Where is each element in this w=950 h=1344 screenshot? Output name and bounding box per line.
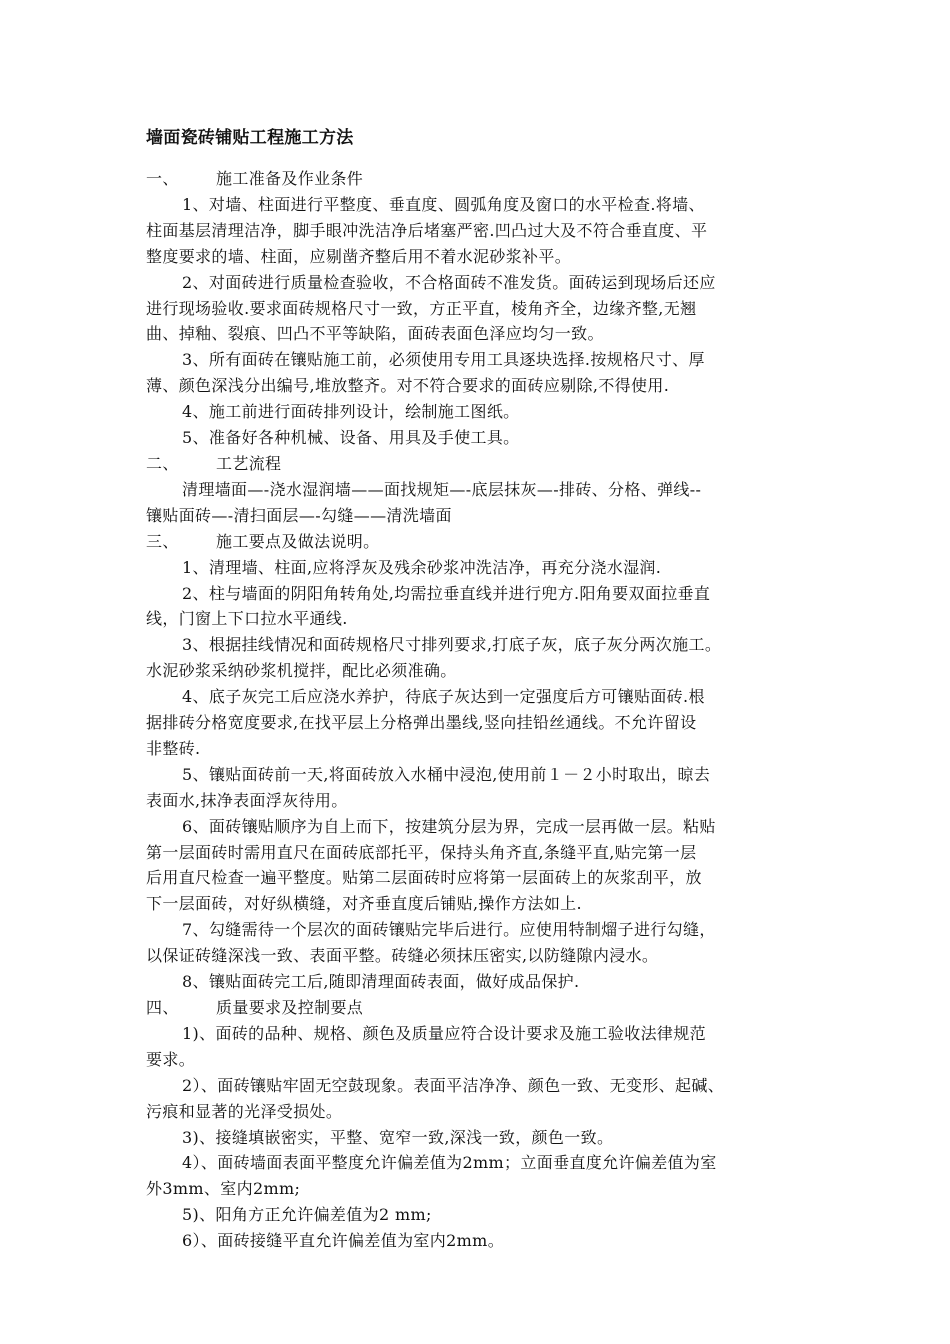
paragraph-first-line: 5、准备好各种机械、设备、用具及手使工具。: [182, 428, 520, 448]
paragraph-line: 镶贴面砖—-清扫面层—-勾缝——清洗墙面: [146, 505, 452, 525]
paragraph-line: 柱面基层清理洁净，脚手眼冲洗洁净后堵塞严密.凹凸过大及不符合垂直度、平: [146, 220, 708, 240]
section-number: 三、: [146, 531, 179, 551]
paragraph-first-line: 5)、阳角方正允许偏差值为2 mm;: [182, 1205, 432, 1225]
section-heading-text: 工艺流程: [216, 453, 282, 473]
paragraph-line: 第一层面砖时需用直尺在面砖底部托平，保持头角齐直,条缝平直,贴完第一层: [146, 842, 697, 862]
paragraph-first-line: 3)、接缝填嵌密实，平整、宽窄一致,深浅一致，颜色一致。: [182, 1127, 614, 1147]
paragraph-first-line: 清理墙面—-浇水湿润墙——面找规矩—-底层抹灰—-排砖、分格、弹线--: [182, 479, 702, 499]
paragraph-line: 薄、颜色深浅分出编号,堆放整齐。对不符合要求的面砖应剔除,不得使用.: [146, 376, 670, 396]
paragraph-first-line: 2、对面砖进行质量检查验收，不合格面砖不准发货。面砖运到现场后还应: [182, 272, 716, 292]
section-heading-text: 施工准备及作业条件: [216, 169, 364, 188]
paragraph-line: 下一层面砖，对好纵横缝，对齐垂直度后铺贴,操作方法如上.: [146, 894, 582, 914]
section-heading: [146, 995, 811, 1021]
section-heading: [146, 529, 811, 555]
section-number: 二、: [146, 453, 179, 473]
paragraph-first-line: 4、施工前进行面砖排列设计，绘制施工图纸。: [182, 402, 520, 422]
paragraph-line: 以保证砖缝深浅一致、表面平整。砖缝必须抹压密实,以防缝隙内浸水。: [146, 946, 659, 966]
document-body: [146, 166, 811, 1254]
paragraph-line: 曲、掉釉、裂痕、凹凸不平等缺陷，面砖表面色泽应均匀一致。: [146, 324, 604, 344]
paragraph-first-line: 4、底子灰完工后应浇水养护，待底子灰达到一定强度后方可镶贴面砖.根: [182, 687, 705, 707]
paragraph-line: 外3mm、室内2mm;: [146, 1179, 301, 1199]
paragraph-line: 后用直尺检查一遍平整度。贴第二层面砖时应将第一层面砖上的灰浆刮平，放: [146, 868, 702, 888]
paragraph-first-line: 5、镶贴面砖前一天,将面砖放入水桶中浸泡,使用前１－２小时取出，晾去: [182, 764, 711, 784]
section-number: 四、: [146, 998, 179, 1017]
section-heading-text: 质量要求及控制要点: [216, 998, 364, 1017]
paragraph-first-line: 4）、面砖墙面表面平整度允许偏差值为2mm；立面垂直度允许偏差值为室: [182, 1153, 717, 1173]
paragraph-line: 表面水,抹净表面浮灰待用。: [146, 790, 348, 810]
paragraph-first-line: 2）、面砖镶贴牢固无空鼓现象。表面平洁净净、颜色一致、无变形、起碱、: [182, 1075, 725, 1095]
paragraph-line: 要求。: [146, 1049, 196, 1069]
paragraph-first-line: 3、根据挂线情况和面砖规格尺寸排列要求,打底子灰，底子灰分两次施工。: [182, 635, 722, 655]
paragraph-first-line: 1)、面砖的品种、规格、颜色及质量应符合设计要求及施工验收法律规范: [182, 1023, 706, 1043]
paragraph-line: 污痕和显著的光泽受损处。: [146, 1101, 343, 1121]
paragraph-first-line: 1、清理墙、柱面,应将浮灰及残余砂浆冲洗洁净，再充分浇水湿润.: [182, 557, 662, 577]
paragraph-first-line: 3、所有面砖在镶贴施工前，必须使用专用工具逐块选择.按规格尺寸、厚: [182, 350, 705, 370]
section-heading: [146, 166, 811, 192]
section-number: 一、: [146, 169, 179, 188]
paragraph-line: 进行现场验收.要求面砖规格尺寸一致，方正平直，棱角齐全，边缘齐整,无翘: [146, 298, 697, 318]
paragraph-line: 非整砖.: [146, 738, 201, 758]
paragraph-first-line: 6、面砖镶贴顺序为自上而下，按建筑分层为界，完成一层再做一层。粘贴: [182, 816, 716, 836]
paragraph-first-line: 2、柱与墙面的阴阳角转角处,均需拉垂直线并进行兜方.阳角要双面拉垂直: [182, 583, 711, 603]
paragraph-line: 水泥砂浆采纳砂浆机搅拌，配比必须准确。: [146, 661, 457, 681]
section-heading: [146, 451, 811, 477]
paragraph-line: 线，门窗上下口拉水平通线.: [146, 609, 348, 629]
paragraph-first-line: 6）、面砖接缝平直允许偏差值为室内2mm。: [182, 1231, 505, 1251]
paragraph-line: 整度要求的墙、柱面，应剔凿齐整后用不着水泥砂浆补平。: [146, 246, 572, 266]
paragraph-first-line: 8、镶贴面砖完工后,随即清理面砖表面，做好成品保护.: [182, 972, 580, 992]
section-heading-text: 施工要点及做法说明。: [216, 531, 380, 551]
paragraph-line: 据排砖分格宽度要求,在找平层上分格弹出墨线,竖向挂铅丝通线。不允许留设: [146, 713, 697, 733]
paragraph-first-line: 1、对墙、柱面进行平整度、垂直度、圆弧角度及窗口的水平检查.将墙、: [182, 194, 705, 214]
paragraph-first-line: 7、勾缝需待一个层次的面砖镶贴完毕后进行。应使用特制熘子进行勾缝，: [182, 920, 716, 940]
document-title: 墙面瓷砖铺贴工程施工方法: [146, 128, 354, 148]
document-page: [146, 126, 811, 1254]
